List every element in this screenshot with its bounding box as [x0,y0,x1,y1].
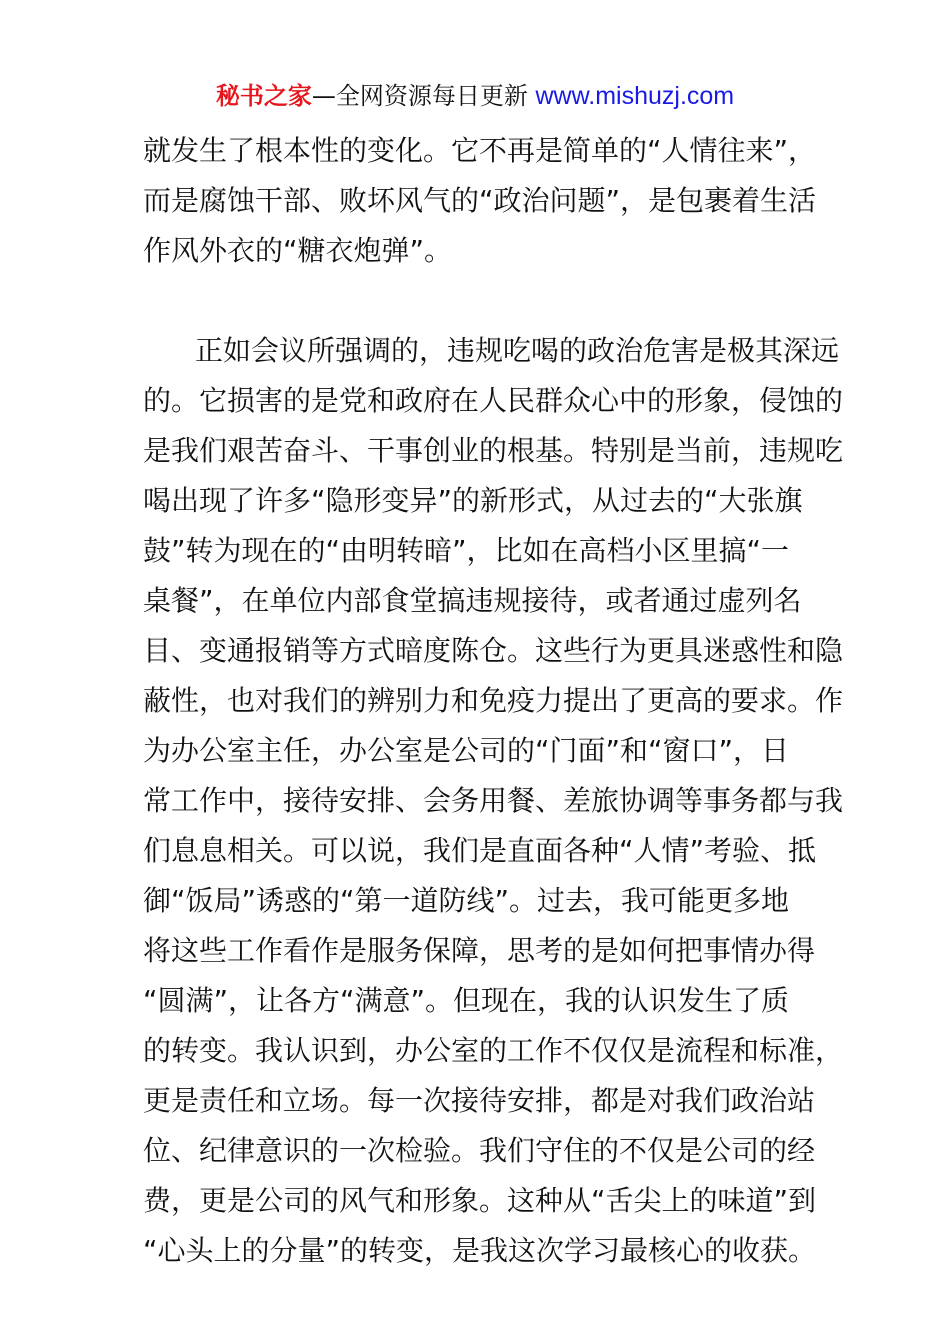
paragraph-line: 的转变。我认识到，办公室的工作不仅仅是流程和标准， [143,1034,844,1067]
paragraph-line: 位、纪律意识的一次检验。我们守住的不仅是公司的经 [143,1134,816,1167]
site-url[interactable]: www.mishuzj.com [535,82,735,110]
paragraph-line: 们息息相关。可以说，我们是直面各种“人情”考验、抵 [143,834,817,867]
paragraph-line: 常工作中，接待安排、会务用餐、差旅协调等事务都与我 [143,784,844,817]
paragraph-line: 蔽性，也对我们的辨别力和免疫力提出了更高的要求。作 [143,684,844,717]
paragraph-line: 喝出现了许多“隐形变异”的新形式，从过去的“大张旗 [143,484,803,517]
paragraph-line: 是我们艰苦奋斗、干事创业的根基。特别是当前，违规吃 [143,434,844,467]
paragraph-line: “圆满”，让各方“满意”。但现在，我的认识发生了质 [143,984,790,1017]
paragraph-line: 将这些工作看作是服务保障，思考的是如何把事情办得 [143,934,816,967]
paragraph-2 [143,326,844,1276]
paragraph-line: 正如会议所强调的，违规吃喝的政治危害是极其深远 [195,334,840,367]
header-tagline: —全网资源每日更新 [311,82,536,110]
paragraph-line: 费，更是公司的风气和形象。这种从“舌尖上的味道”到 [143,1184,817,1217]
paragraph-line: 桌餐”，在单位内部食堂搞违规接待，或者通过虚列名 [143,584,802,617]
paragraph-line: 御“饭局”诱惑的“第一道防线”。过去，我可能更多地 [143,884,790,917]
paragraph-line: 就发生了根本性的变化。它不再是简单的“人情往来”， [143,134,817,167]
document-body [143,126,844,1276]
paragraph-1 [143,126,817,276]
paragraph-line: 更是责任和立场。每一次接待安排，都是对我们政治站 [143,1084,816,1117]
paragraph-line: 鼓”转为现在的“由明转暗”，比如在高档小区里搞“一 [143,534,790,567]
paragraph-line: 作风外衣的“糖衣炮弹”。 [143,234,453,267]
paragraph-spacer [143,276,808,326]
paragraph-line: 而是腐蚀干部、败坏风气的“政治问题”，是包裹着生活 [143,184,817,217]
paragraph-line: “心头上的分量”的转变，是我这次学习最核心的收获。 [143,1234,817,1267]
paragraph-line: 的。它损害的是党和政府在人民群众心中的形象，侵蚀的 [143,384,844,417]
paragraph-line: 为办公室主任，办公室是公司的“门面”和“窗口”，日 [143,734,790,767]
site-header [0,80,950,112]
paragraph-line: 目、变通报销等方式暗度陈仓。这些行为更具迷惑性和隐 [143,634,844,667]
brand-name: 秘书之家 [215,82,312,110]
